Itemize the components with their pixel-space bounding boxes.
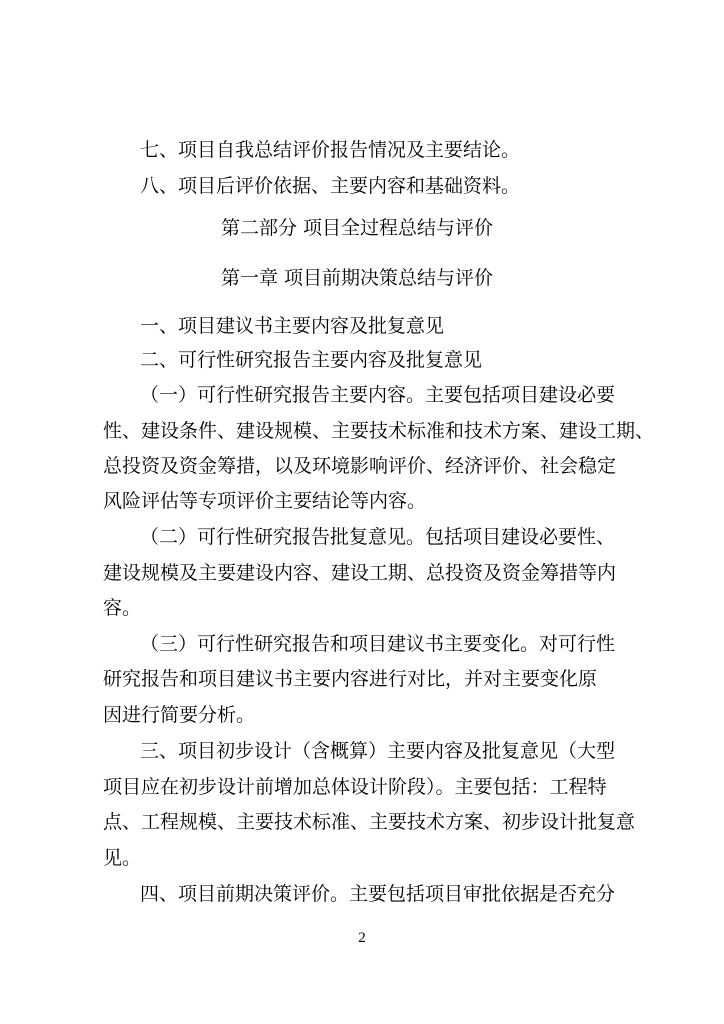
section-heading: 一、项目建议书主要内容及批复意见: [140, 315, 445, 337]
paragraph-line: 总投资及资金筹措，以及环境影响评价、经济评价、社会稳定: [103, 455, 617, 477]
paragraph-line: 研究报告和项目建议书主要内容进行对比，并对主要变化原: [103, 668, 598, 690]
paragraph-line: 见。: [103, 847, 142, 869]
paragraph-line: 容。: [103, 597, 142, 619]
paragraph-line: 建设规模及主要建设内容、建设工期、总投资及资金筹措等内: [103, 562, 617, 584]
section-heading: 二、可行性研究报告主要内容及批复意见: [140, 349, 483, 371]
chapter-heading: 第一章 项目前期决策总结与评价: [221, 267, 494, 289]
paragraph-line: 四、项目前期决策评价。主要包括项目审批依据是否充分: [140, 883, 616, 905]
paragraph-line: 项目应在初步设计前增加总体设计阶段）。主要包括：工程特: [103, 776, 607, 798]
paragraph-line: 七、项目自我总结评价报告情况及主要结论。: [140, 139, 521, 161]
paragraph-line: 性、建设条件、建设规模、主要技术标准和技术方案、建设工期、: [103, 420, 655, 442]
paragraph-line: 点、工程规模、主要技术标准、主要技术方案、初步设计批复意: [103, 811, 636, 833]
paragraph-line: 八、项目后评价依据、主要内容和基础资料。: [140, 175, 521, 197]
paragraph-line: 风险评估等专项评价主要结论等内容。: [103, 490, 427, 512]
paragraph-line: 三、项目初步设计（含概算）主要内容及批复意见（大型: [140, 740, 616, 762]
paragraph-line: （一）可行性研究报告主要内容。主要包括项目建设必要: [140, 384, 616, 406]
page-number: 2: [358, 930, 366, 946]
paragraph-line: 因进行简要分析。: [103, 704, 256, 726]
paragraph-line: （三）可行性研究报告和项目建议书主要变化。对可行性: [140, 633, 616, 655]
part-heading: 第二部分 项目全过程总结与评价: [221, 217, 494, 239]
paragraph-line: （二）可行性研究报告批复意见。包括项目建设必要性、: [140, 526, 616, 548]
